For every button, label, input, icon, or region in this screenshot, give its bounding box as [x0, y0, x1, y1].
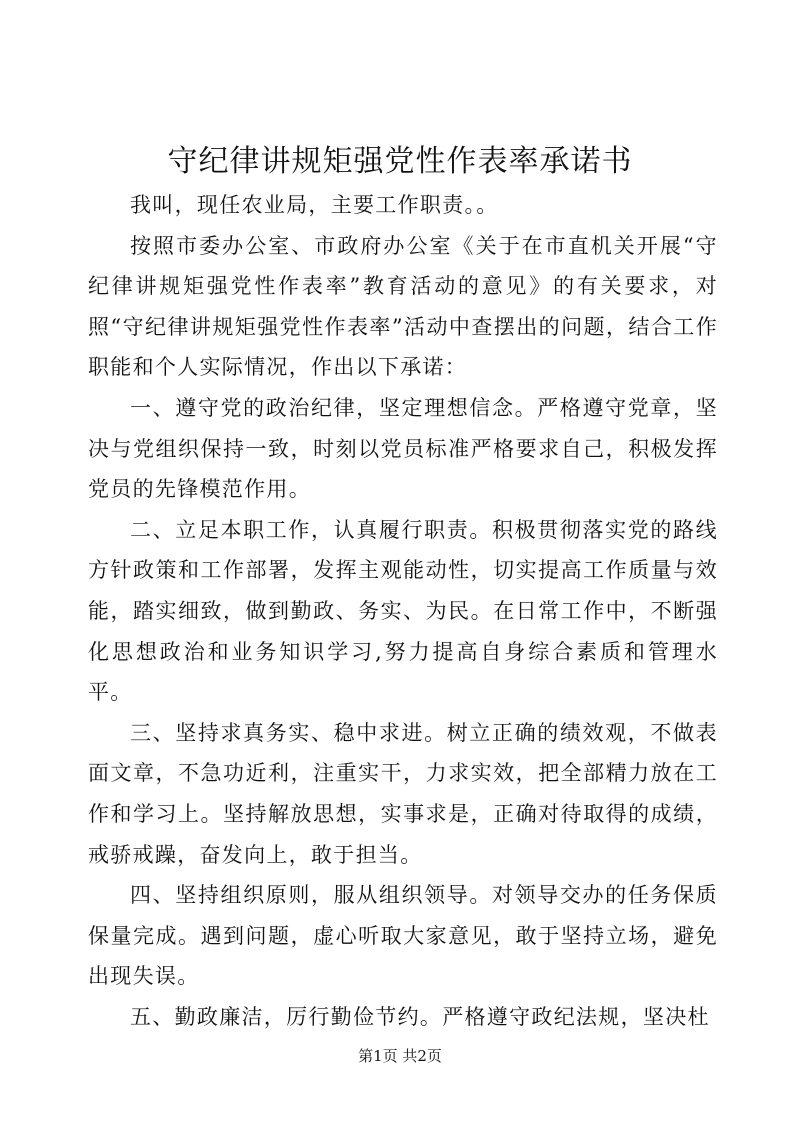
- page-number-footer: 第1页 共2页: [358, 1047, 442, 1065]
- document-body: [88, 185, 718, 1037]
- paragraph-commitment-2: 二、立足本职工作，认真履行职责。积极贯彻落实党的路线方针政策和工作部署，发挥主观能动性，切实提高工作质量与效能，踏实细致，做到勤政、务实、为民。在日常工作中，不断强化思想政治和业务知识学习,努力提高自身综合素质和管理水平。: [88, 517, 718, 705]
- paragraph-intro: 我叫，现任农业局，主要工作职责。。: [130, 193, 499, 217]
- paragraph-commitment-3: 三、坚持求真务实、稳中求进。树立正确的绩效观，不做表面文章，不急功近利，注重实干，力求实效，把全部精力放在工作和学习上。坚持解放思想，实事求是，正确对待取得的成绩，戒骄戒躁，奋发向上，敢于担当。: [88, 720, 718, 867]
- paragraph-commitment-4: 四、坚持组织原则，服从组织领导。对领导交办的任务保质保量完成。遇到问题，虚心听取大家意见，敢于坚持立场，避免出现失误。: [88, 883, 718, 989]
- paragraph-commitment-1: 一、遵守党的政治纪律，坚定理想信念。严格遵守党章，坚决与党组织保持一致，时刻以党员标准严格要求自己，积极发挥党员的先锋模范作用。: [88, 395, 718, 502]
- document-title: 守纪律讲规矩强党性作表率承诺书: [167, 144, 633, 179]
- paragraph-commitment-5: 五、勤政廉洁，厉行勤俭节约。严格遵守政纪法规，坚决杜: [130, 1004, 710, 1029]
- paragraph-basis: 按照市委办公室、市政府办公室《关于在市直机关开展“守纪律讲规矩强党性作表率”教育活动的意见》的有关要求，对照“守纪律讲规矩强党性作表率”活动中查摆出的问题，结合工作职能和个人实际情况，作出以下承诺：: [88, 233, 718, 380]
